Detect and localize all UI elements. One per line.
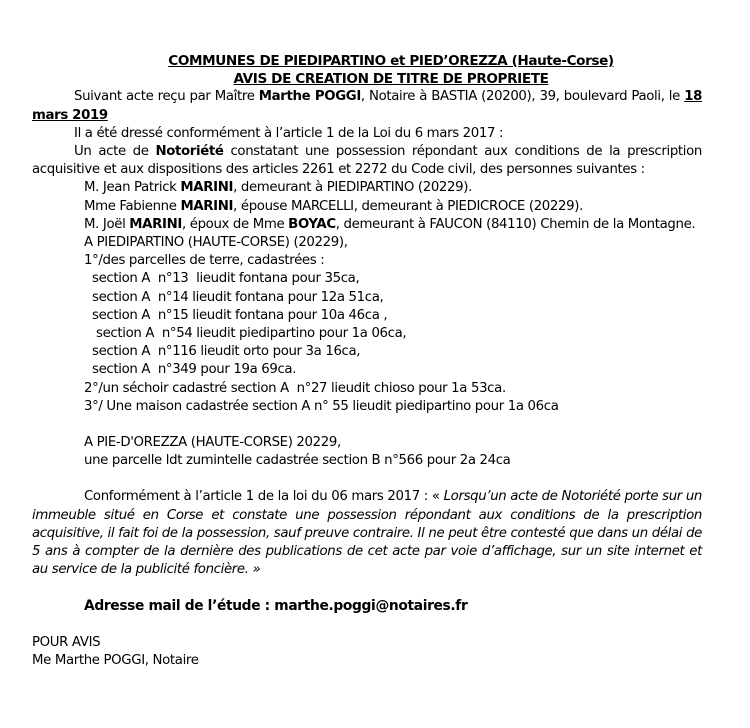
intro-text: Suivant acte reçu par Maître [74,89,259,105]
person-2 [32,198,702,216]
person-1 [32,179,702,197]
notoriety-term: Notoriété [155,144,224,160]
location-1-heading: A PIEDIPARTINO (HAUTE-CORSE) (20229), [84,235,348,251]
location-2-heading: A PIE-D'OREZZA (HAUTE-CORSE) 20229, [84,435,341,451]
contact-line [32,597,702,615]
spacer [32,416,702,434]
contact-label: Adresse mail de l’étude : [84,598,275,615]
parcel-item: section A n°116 lieudit orto pour 3a 16ca, [92,344,361,360]
person-1-address: , demeurant à PIEDIPARTINO (20229). [233,180,472,196]
person-2-surname: MARINI [180,198,234,214]
parcel-item: section A n°14 lieudit fontana pour 12a 51ca, [92,289,384,305]
act-date: 18 mars 2019 [32,89,702,123]
legal-lead: Conformément à l’article 1 de la loi du 06 mars 2017 : « [84,489,444,505]
title-avis: AVIS DE CREATION DE TITRE DE PROPRIETE [233,71,549,88]
sechoir-item: 2°/un séchoir cadastré section A n°27 lieudit chioso pour 1a 53ca. [84,380,506,396]
parcel-item: section A n°54 lieudit piedipartino pour 1a 06ca, [96,326,407,342]
legal-quote: Lorsqu’un acte de Notoriété porte sur un immeuble situé en Corse et constate une possession répondant aux conditions de la prescription acquisitive, il fait foi de la possession, sauf preuve contraire. Il ne peut être contesté que dans un délai de 5 ans à compter de la dernière des publications de cet acte par voie d’affichage, sur un site internet et au service de la publicité foncière. » [32,489,702,578]
person-3-surname: MARINI [129,216,182,232]
person-3-first: M. Joël [84,216,130,232]
person-3-address: , demeurant à FAUCON (84110) Chemin de la Montagne. [335,216,696,232]
notice-document [32,52,702,670]
parcels-heading: 1°/des parcelles de terre, cadastrées : [84,253,325,269]
notoriety-text-a: Un acte de [74,144,156,160]
signature-pour-avis: POUR AVIS [32,634,101,650]
parcel-item: section A n°349 pour 19a 69ca. [92,362,297,378]
spacer [32,616,702,634]
legal-paragraph [32,488,702,579]
title-communes: COMMUNES DE PIEDIPARTINO et PIED’OREZZA (Haute-Corse) [168,53,614,69]
spacer [32,470,702,488]
spacer [32,579,702,597]
location-2-parcel: une parcelle ldt zumintelle cadastrée section B n°566 pour 2a 24ca [84,453,511,469]
notary-name: Marthe POGGI [258,89,361,105]
intro-paragraph [32,88,702,124]
maison-item: 3°/ Une maison cadastrée section A n° 55 lieudit piedipartino pour 1a 06ca [84,398,559,414]
person-2-address: , épouse MARCELLI, demeurant à PIEDICROCE (20229). [233,198,583,214]
law-reference: Il a été dressé conformément à l’article 1 de la Loi du 6 mars 2017 : [74,125,504,141]
notoriety-text-b: constatant une possession répondant aux conditions de la prescription acquisitive et aux dispositions des articles 2261 et 2272 du Code civil, des personnes suivantes : [32,144,702,178]
person-2-first: Mme Fabienne [84,198,181,214]
signature-notary: Me Marthe POGGI, Notaire [32,652,199,668]
parcel-item: section A n°15 lieudit fontana pour 10a 46ca , [92,307,388,323]
parcel-item: section A n°13 lieudit fontana pour 35ca, [92,271,360,287]
person-3 [32,216,702,234]
notoriety-paragraph [32,143,702,179]
contact-email[interactable]: marthe.poggi@notaires.fr [274,598,468,615]
person-1-first: M. Jean Patrick [84,180,181,196]
person-3-spouse-label: , époux de Mme [181,216,289,232]
person-3-spouse-name: BOYAC [288,216,336,232]
person-1-surname: MARINI [180,180,234,196]
intro-address: , Notaire à BASTIA (20200), 39, boulevard Paoli, le [360,89,685,105]
